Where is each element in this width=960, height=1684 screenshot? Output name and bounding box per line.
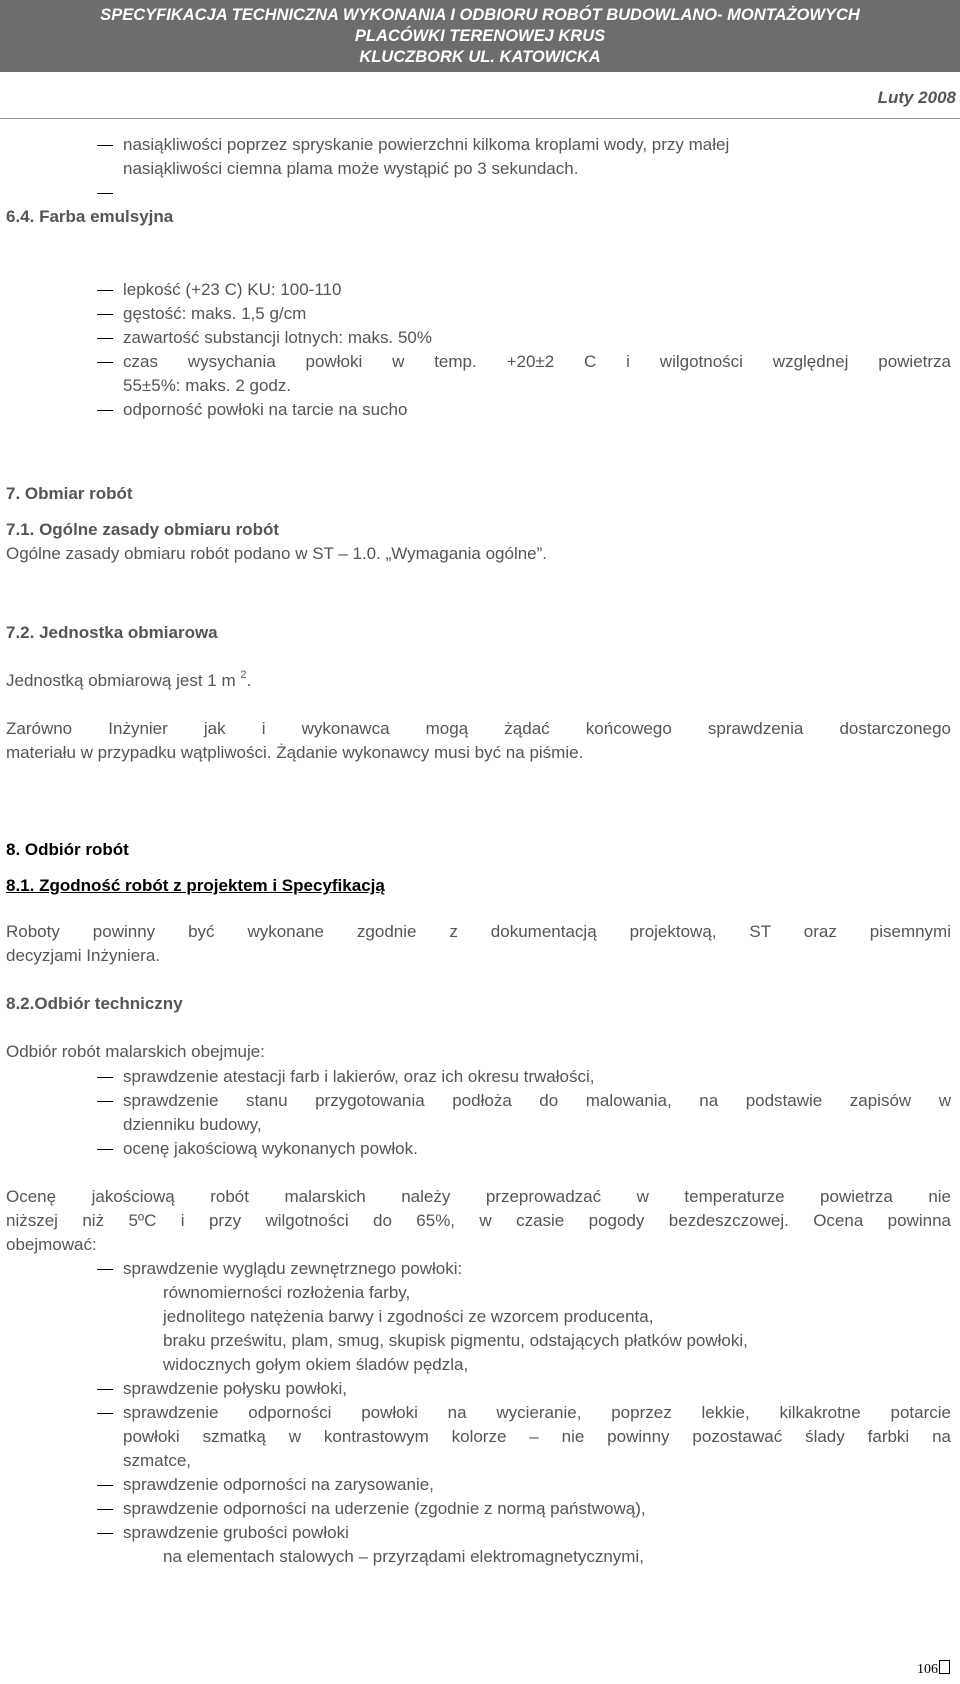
s8-2-para2-line-3: obejmować: [6, 1235, 97, 1254]
s8-2-item: sprawdzenie stanu przygotowania podłoża do malowania, na podstawie zapisów w [123, 1091, 951, 1110]
s8-2-para2-line-2: niższej niż 5ºC i przy wilgotności do 65%, w czasie pogody bezdeszczowej. Ocena powinna [6, 1211, 951, 1230]
intro-line-2: nasiąkliwości ciemna plama może wystąpić po 3 sekundach. [123, 159, 579, 178]
section-8-1-heading: 8.1. Zgodność robót z projektem i Specyfikacją [6, 876, 385, 895]
dash-marker [97, 1485, 113, 1486]
s6-4-item: odporność powłoki na tarcie na sucho [123, 400, 408, 419]
eval-item: sprawdzenie odporności powłoki na wycieranie, poprzez lekkie, kilkakrotne potarcie [123, 1403, 951, 1422]
missing-glyph-box [939, 1660, 950, 1674]
header-location: KLUCZBORK UL. KATOWICKA [359, 48, 601, 66]
dash-marker [97, 1509, 113, 1510]
eval-item: sprawdzenie grubości powłoki [123, 1523, 349, 1542]
s7-paragraph-line-1: Zarówno Inżynier jak i wykonawca mogą żądać końcowego sprawdzenia dostarczonego [6, 719, 951, 738]
page-number: 106 [917, 1660, 950, 1680]
dash-marker [97, 1269, 113, 1270]
section-8-heading: 8. Odbiór robót [6, 840, 129, 859]
dash-marker [97, 338, 113, 339]
dash-marker [97, 290, 113, 291]
s8-2-item-continuation: dzienniku budowy, [123, 1115, 262, 1134]
eval-item: sprawdzenie odporności na zarysowanie, [123, 1475, 434, 1494]
eval-subitem: braku prześwitu, plam, smug, skupisk pigmentu, odstających płatków powłoki, [163, 1331, 748, 1350]
header-title: SPECYFIKACJA TECHNICZNA WYKONANIA I ODBIORU ROBÓT BUDOWLANO- MONTAŻOWYCH [100, 6, 860, 24]
dash-marker [97, 410, 113, 411]
eval-item: sprawdzenie połysku powłoki, [123, 1379, 347, 1398]
eval-subitem: na elementach stalowych – przyrządami elektromagnetycznymi, [163, 1547, 644, 1566]
eval-subitem: widocznych gołym okiem śladów pędzla, [163, 1355, 469, 1374]
section-7-1-text: Ogólne zasady obmiaru robót podano w ST – 1.0. „Wymagania ogólne”. [6, 544, 548, 563]
document-header [0, 0, 960, 72]
dash-marker [97, 1101, 113, 1102]
s6-4-item-continuation: 55±5%: maks. 2 godz. [123, 376, 292, 395]
dash-marker [97, 1389, 113, 1390]
header-divider [0, 118, 960, 119]
s6-4-item: lepkość (+23 C) KU: 100-110 [123, 280, 342, 299]
eval-item: sprawdzenie wyglądu zewnętrznego powłoki: [123, 1259, 463, 1278]
s8-2-item: ocenę jakościową wykonanych powłok. [123, 1139, 418, 1158]
dash-marker [97, 314, 113, 315]
eval-subitem: równomierności rozłożenia farby, [163, 1283, 411, 1302]
eval-item-continuation: powłoki szmatką w kontrastowym kolorze – nie powinny pozostawać ślady farbki na [123, 1427, 951, 1446]
section-7-heading: 7. Obmiar robót [6, 484, 133, 503]
dash-marker [97, 1533, 113, 1534]
dash-marker [97, 362, 113, 363]
s8-2-intro: Odbiór robót malarskich obejmuje: [6, 1042, 265, 1061]
s8-1-line-1: Roboty powinny być wykonane zgodnie z dokumentacją projektową, ST oraz pisemnymi [6, 922, 951, 941]
dash-marker [97, 1149, 113, 1150]
header-subtitle: PLACÓWKI TERENOWEJ KRUS [354, 27, 606, 45]
s8-2-para2-line-1: Ocenę jakościową robót malarskich należy przeprowadzać w temperaturze powietrza nie [6, 1187, 951, 1206]
section-7-2-heading: 7.2. Jednostka obmiarowa [6, 623, 218, 642]
dash-marker [97, 1413, 113, 1414]
intro-line-1: nasiąkliwości poprzez spryskanie powierzchni kilkoma kroplami wody, przy małej [123, 135, 730, 154]
section-8-2-heading: 8.2.Odbiór techniczny [6, 994, 183, 1013]
s6-4-item: zawartość substancji lotnych: maks. 50% [123, 328, 432, 347]
s8-1-line-2: decyzjami Inżyniera. [6, 946, 161, 965]
eval-item-continuation: szmatce, [123, 1451, 192, 1470]
dash-marker [97, 145, 113, 146]
s6-4-item: czas wysychania powłoki w temp. +20±2 C i wilgotności względnej powietrza [123, 352, 951, 371]
s8-2-item: sprawdzenie atestacji farb i lakierów, oraz ich okresu trwałości, [123, 1067, 595, 1086]
s7-paragraph-line-2: materiału w przypadku wątpliwości. Żądanie wykonawcy musi być na piśmie. [6, 743, 584, 762]
section-7-1-heading: 7.1. Ogólne zasady obmiaru robót [6, 520, 279, 539]
s6-4-item: gęstość: maks. 1,5 g/cm [123, 304, 307, 323]
header-date: Luty 2008 [877, 88, 956, 107]
section-6-4-heading: 6.4. Farba emulsyjna [6, 207, 174, 226]
dash-marker [97, 1077, 113, 1078]
eval-item: sprawdzenie odporności na uderzenie (zgodnie z normą państwową), [123, 1499, 646, 1518]
dash-marker [97, 193, 113, 194]
eval-subitem: jednolitego natężenia barwy i zgodności ze wzorcem producenta, [163, 1307, 654, 1326]
unit-text: Jednostką obmiarową jest 1 m $^2$. [6, 669, 252, 690]
